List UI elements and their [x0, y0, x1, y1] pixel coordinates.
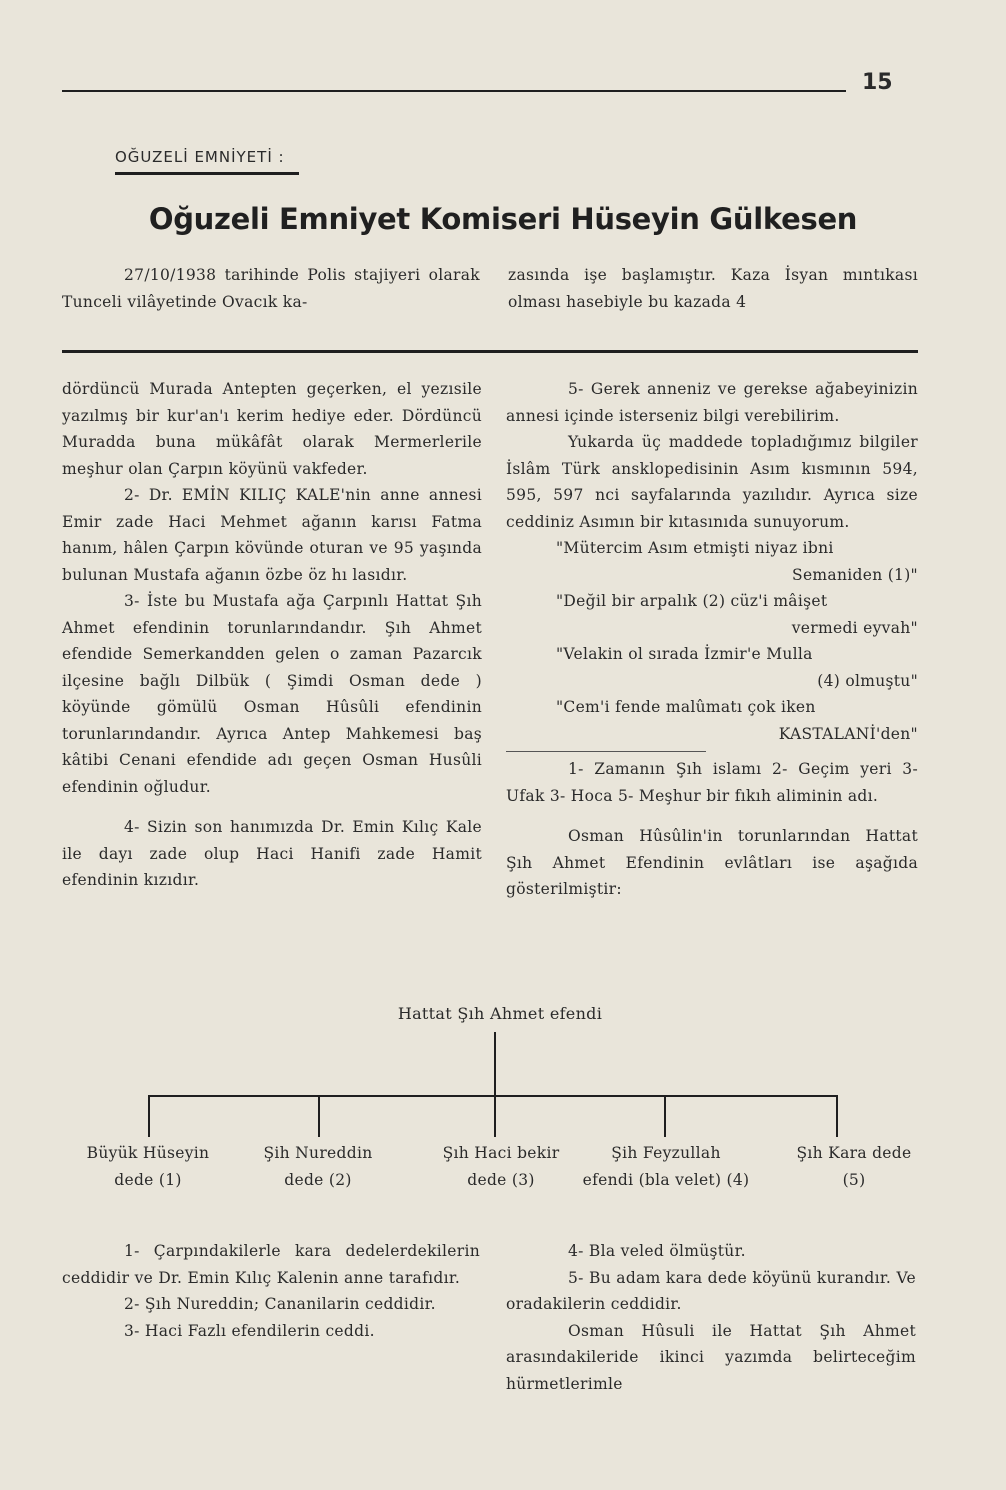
poem-verse-end: vermedi eyvah"	[791, 618, 918, 637]
tree-child-node	[230, 1140, 406, 1194]
poem-verse-end: KASTALANİ'den"	[778, 724, 918, 743]
notes-column-left	[62, 1238, 480, 1344]
tree-drop-line	[664, 1095, 666, 1137]
poem-verse-end: Semaniden (1)"	[792, 565, 918, 584]
poem-block	[506, 535, 918, 747]
note: Osman Hûsuli ile Hattat Şıh Ahmet arasındakileride ikinci yazımda belirteceğim hürmetlerimle	[506, 1321, 916, 1393]
tree-child-detail: dede (2)	[284, 1171, 352, 1189]
header-rule	[62, 90, 846, 92]
poem-verse: "Velakin ol sırada İzmir'e Mulla	[556, 645, 813, 663]
tree-child-detail: dede (1)	[114, 1171, 182, 1189]
intro-text-left: 27/10/1938 tarihinde Polis stajiyeri olarak Tunceli vilâyetinde Ovacık ka-	[62, 266, 480, 311]
poem-verse: "Cem'i fende malûmatı çok iken	[556, 698, 816, 716]
tree-root-node: Hattat Şıh Ahmet efendi	[397, 1004, 603, 1023]
paragraph: 5- Gerek anneniz ve gerekse ağabeyinizin annesi içinde isterseniz bilgi verebilirim.	[506, 380, 918, 425]
poem-verse: "Mütercim Asım etmişti niyaz ibni	[556, 539, 834, 557]
tree-child-detail: dede (3)	[467, 1171, 535, 1189]
paragraph: Osman Hûsûlin'in torunlarından Hattat Şıh Ahmet Efendinin evlâtları ise aşağıda gösterilmiştir:	[506, 827, 918, 898]
tree-child-name: Şih Feyzullah	[611, 1144, 721, 1162]
tree-child-name: Şıh Kara dede	[796, 1144, 912, 1162]
body-column-left	[62, 376, 482, 894]
notes-column-right	[506, 1238, 916, 1397]
section-label: OĞUZELİ EMNİYETİ :	[115, 148, 299, 175]
footnote-rule	[506, 751, 706, 752]
page-number: 15	[862, 70, 893, 95]
tree-child-name: Büyük Hüseyin	[86, 1144, 210, 1162]
note: 5- Bu adam kara dede köyünü kurandır. Ve oradakilerin ceddidir.	[506, 1268, 916, 1313]
intro-column-left	[62, 262, 480, 315]
intro-text-right: zasında işe başlamıştır. Kaza İsyan mıntıkası olması hasebiyle bu kazada 4	[508, 266, 918, 311]
tree-child-node	[556, 1140, 776, 1194]
tree-child-name: Şih Nureddin	[263, 1144, 373, 1162]
paragraph: 3- İste bu Mustafa ağa Çarpınlı Hattat Şıh Ahmet efendinin torunlarındandır. Şıh Ahmet efendide Semerkandden gelen o zaman Pazarcık ilçesine bağlı Dilbük ( Şimdi Osman dede ) köyünde gömülü Osman Hûsûli efendinin torunlarındandır. Ayrıca Antep Mahkemesi baş kâtibi Cenani efendide adı geçen Osman Husûli efendinin oğludur.	[62, 592, 482, 796]
tree-child-name: Şıh Haci bekir	[442, 1144, 560, 1162]
article-headline: Oğuzeli Emniyet Komiseri Hüseyin Gülkesen	[148, 202, 858, 236]
poem-footnote: 1- Zamanın Şıh islamı 2- Geçim yeri 3- Ufak 3- Hoca 5- Meşhur bir fıkıh aliminin adı.	[506, 760, 918, 805]
paragraph: Yukarda üç maddede topladığımız bilgiler İslâm Türk ansklopedisinin Asım kısmının 594, 595, 597 nci sayfalarında yazılıdır. Ayrıca size ceddiniz Asımın bir kıtasınıda sunuyorum.	[506, 433, 918, 531]
tree-child-detail: efendi (bla velet) (4)	[582, 1171, 750, 1189]
tree-drop-line	[318, 1095, 320, 1137]
note: 3- Haci Fazlı efendilerin ceddi.	[124, 1321, 375, 1340]
tree-branch-line	[148, 1095, 838, 1097]
intro-column-right	[508, 262, 918, 315]
note: 1- Çarpındakilerle kara dedelerdekilerin ceddidir ve Dr. Emin Kılıç Kalenin anne tarafıdır.	[62, 1242, 480, 1287]
tree-drop-line	[836, 1095, 838, 1137]
paragraph: 2- Dr. EMİN KILIÇ KALE'nin anne annesi Emir zade Haci Mehmet ağanın karısı Fatma hanım, hâlen Çarpın kövünde oturan ve 95 yaşında bulunan Mustafa ağanın özbe öz hı lasıdır.	[62, 486, 482, 584]
tree-child-detail: (5)	[842, 1171, 866, 1189]
tree-child-node	[764, 1140, 944, 1194]
tree-drop-line	[148, 1095, 150, 1137]
note: 4- Bla veled ölmüştür.	[568, 1242, 746, 1260]
body-column-right	[506, 376, 918, 903]
tree-drop-line	[494, 1095, 496, 1137]
family-tree	[0, 1000, 1006, 1210]
poem-verse-end: (4) olmuştu"	[817, 671, 918, 690]
tree-child-node	[58, 1140, 238, 1194]
note: 2- Şıh Nureddin; Cananilarin ceddidir.	[124, 1295, 436, 1313]
tree-trunk-line	[494, 1032, 496, 1096]
section-divider	[62, 350, 918, 353]
poem-verse: "Değil bir arpalık (2) cüz'i mâişet	[556, 592, 828, 610]
paragraph: dördüncü Murada Antepten geçerken, el yezısile yazılmış bir kur'an'ı kerim hediye eder. Dördüncü Muradda buna mükâfât olarak Mermerlerile meşhur olan Çarpın köyünü vakfeder.	[62, 380, 482, 478]
paragraph: 4- Sizin son hanımızda Dr. Emin Kılıç Kale ile dayı zade olup Haci Hanifi zade Hamit efendinin kızıdır.	[62, 818, 482, 889]
